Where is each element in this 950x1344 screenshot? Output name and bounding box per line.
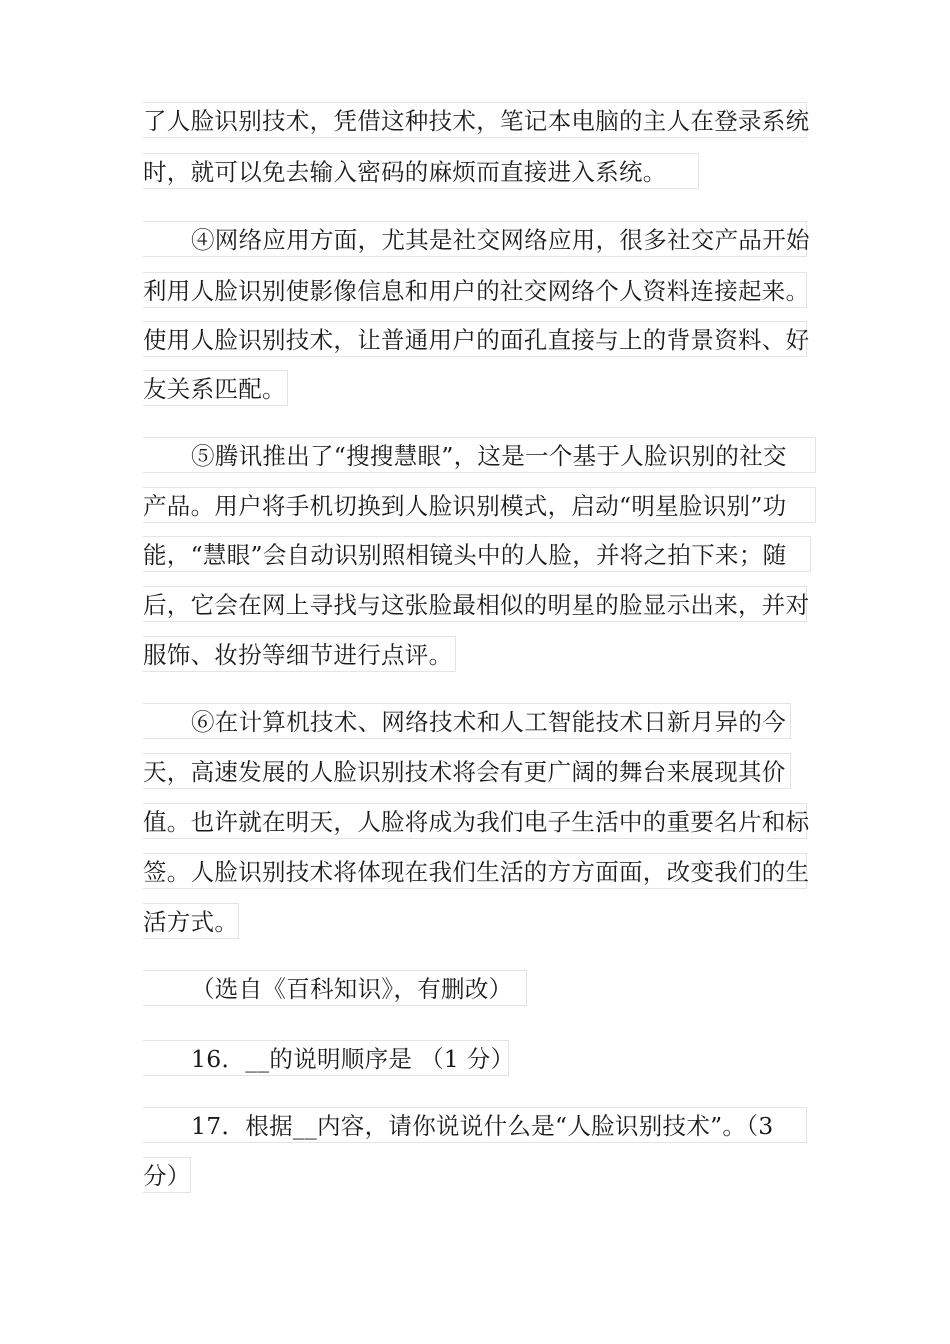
- question-17-continuation: 分）: [143, 1157, 191, 1193]
- question-17: 17．根据__内容，请你说说什么是“人脸识别技术”。（3: [143, 1107, 807, 1143]
- question-16: 16．__的说明顺序是 （1 分）: [143, 1040, 509, 1076]
- paragraph-line: 签。人脸识别技术将体现在我们生活的方方面面，改变我们的生: [143, 853, 807, 889]
- paragraph-line: 天，高速发展的人脸识别技术将会有更广阔的舞台来展现其价: [143, 753, 791, 789]
- paragraph-line: 能，“慧眼”会自动识别照相镜头中的人脸，并将之拍下来；随: [143, 536, 811, 572]
- source-citation: （选自《百科知识》，有删改）: [143, 970, 527, 1006]
- paragraph-line: 使用人脸识别技术，让普通用户的面孔直接与上的背景资料、好: [143, 321, 807, 357]
- paragraph-line: 时，就可以免去输入密码的麻烦而直接进入系统。: [143, 153, 699, 189]
- paragraph-line: 值。也许就在明天，人脸将成为我们电子生活中的重要名片和标: [143, 803, 807, 839]
- paragraph-line: 活方式。: [143, 903, 239, 939]
- paragraph-line: 服饰、妆扮等细节进行点评。: [143, 636, 456, 672]
- paragraph-line: ④网络应用方面，尤其是社交网络应用，很多社交产品开始: [143, 221, 807, 257]
- paragraph-line: 后，它会在网上寻找与这张脸最相似的明星的脸显示出来，并对: [143, 586, 807, 622]
- paragraph-line: 了人脸识别技术，凭借这种技术，笔记本电脑的主人在登录系统: [143, 102, 807, 138]
- paragraph-line: ⑥在计算机技术、网络技术和人工智能技术日新月异的今: [143, 703, 791, 739]
- paragraph-line: 利用人脸识别使影像信息和用户的社交网络个人资料连接起来。: [143, 272, 807, 308]
- paragraph-line: 产品。用户将手机切换到人脸识别模式，启动“明星脸识别”功: [143, 487, 816, 523]
- paragraph-line: ⑤腾讯推出了“搜搜慧眼”，这是一个基于人脸识别的社交: [143, 437, 816, 473]
- paragraph-line: 友关系匹配。: [143, 370, 288, 406]
